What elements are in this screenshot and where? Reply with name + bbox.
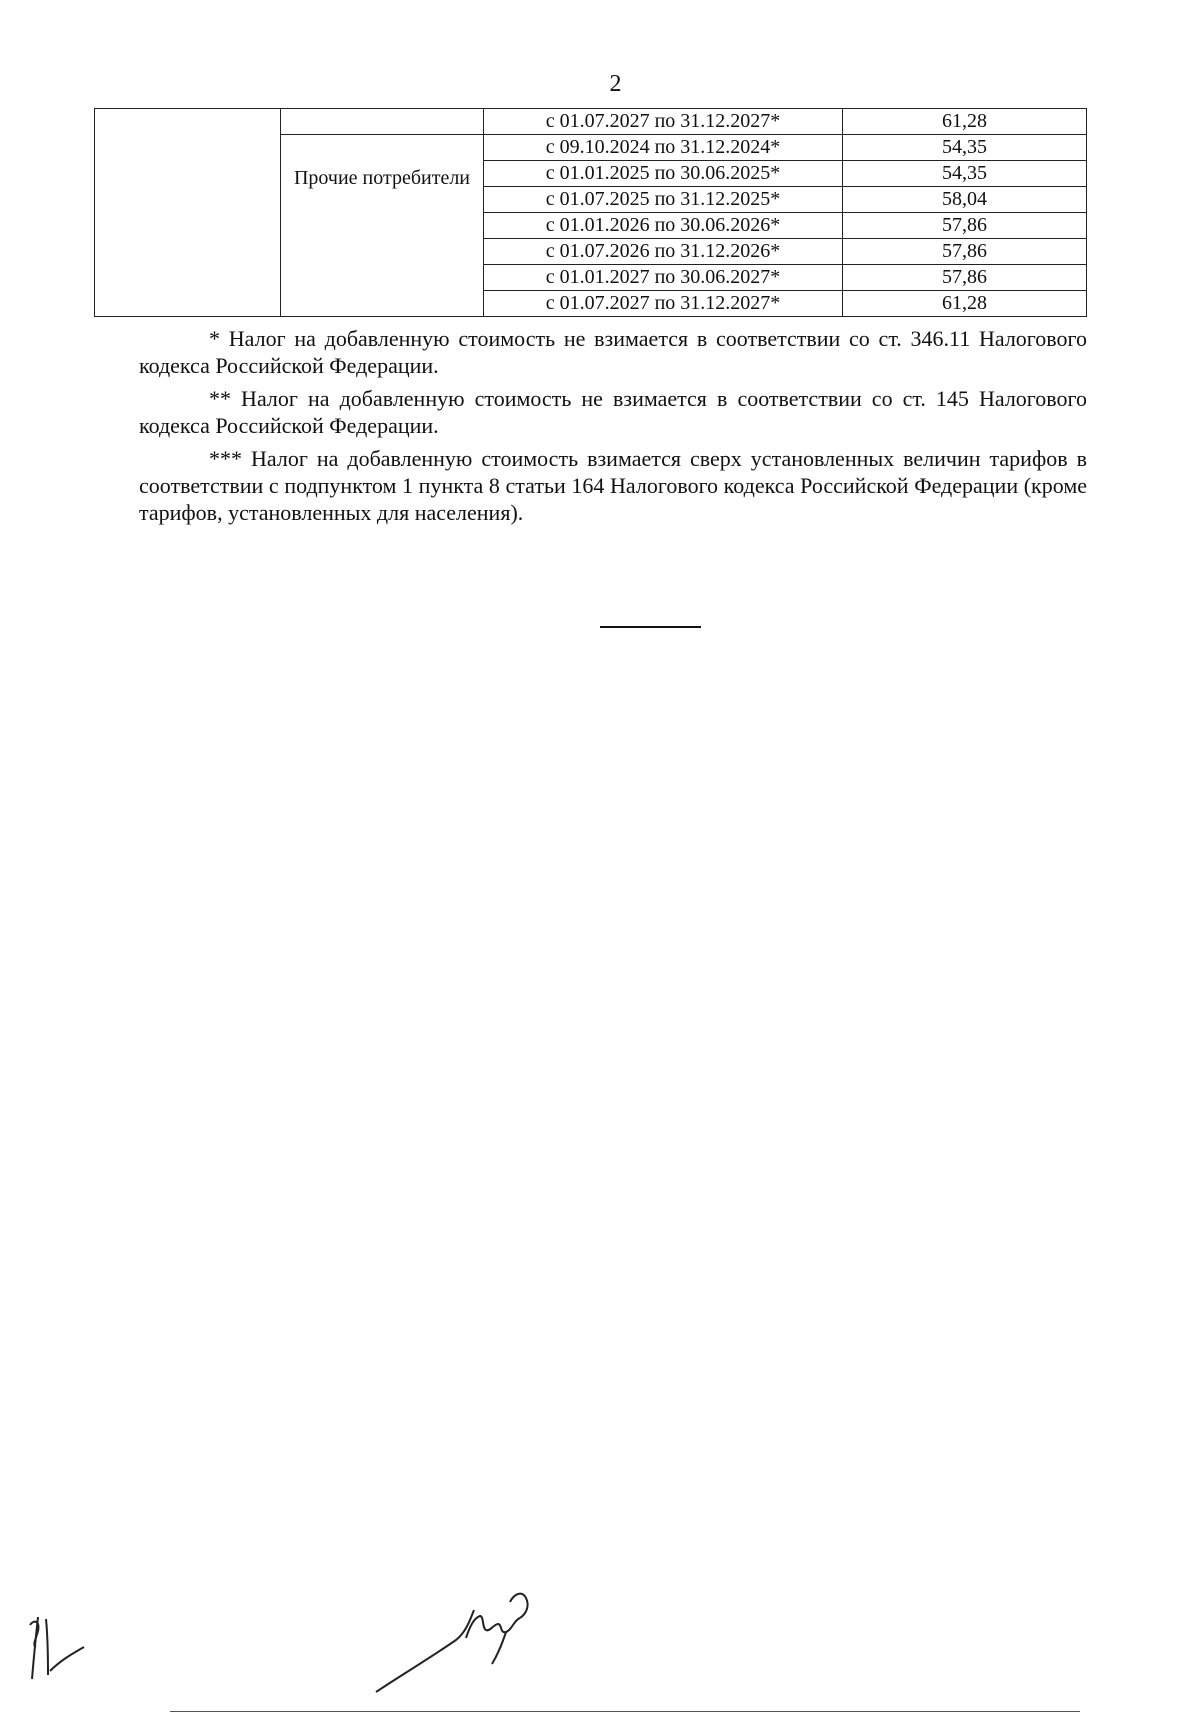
tariff-value-cell: 61,28 <box>843 291 1087 317</box>
period-cell: с 01.07.2025 по 31.12.2025* <box>484 187 843 213</box>
tariff-value-cell: 57,86 <box>843 239 1087 265</box>
tariff-value-cell: 61,28 <box>843 109 1087 135</box>
period-cell: с 01.01.2026 по 30.06.2026* <box>484 213 843 239</box>
consumer-group-cell: Прочие потребители <box>281 135 484 317</box>
empty-consumer-cell <box>281 109 484 135</box>
period-cell: с 09.10.2024 по 31.12.2024* <box>484 135 843 161</box>
footnote-vat-346: * Налог на добавленную стоимость не взимается в соответствии со ст. 346.11 Налогового кодекса Российской Федерации. <box>139 326 1087 378</box>
table-row <box>95 109 1087 135</box>
period-cell: с 01.07.2027 по 31.12.2027* <box>484 291 843 317</box>
tariff-value-cell: 57,86 <box>843 213 1087 239</box>
footnotes <box>139 325 1087 532</box>
footnote-vat-145: ** Налог на добавленную стоимость не взимается в соответствии со ст. 145 Налогового кодекса Российской Федерации. <box>139 386 1087 438</box>
tariff-value-cell: 54,35 <box>843 135 1087 161</box>
period-cell: с 01.01.2027 по 30.06.2027* <box>484 265 843 291</box>
tariff-value-cell: 57,86 <box>843 265 1087 291</box>
tariff-value-cell: 54,35 <box>843 161 1087 187</box>
tariff-value-cell: 58,04 <box>843 187 1087 213</box>
signature <box>370 1580 540 1700</box>
tariff-table <box>94 108 1087 317</box>
bottom-scan-line <box>170 1711 1080 1712</box>
initials-mark <box>18 1595 88 1685</box>
period-cell: с 01.07.2027 по 31.12.2027* <box>484 109 843 135</box>
period-cell: с 01.01.2025 по 30.06.2025* <box>484 161 843 187</box>
page-number: 2 <box>609 71 622 97</box>
end-of-text-line <box>600 626 701 628</box>
footnote-vat-164: *** Налог на добавленную стоимость взимается сверх установленных величин тарифов в соответствии с подпунктом 1 пункта 8 статьи 164 Налогового кодекса Российской Федерации (кроме тарифов, установленных для населения). <box>139 446 1087 525</box>
empty-category-cell <box>95 109 281 317</box>
period-cell: с 01.07.2026 по 31.12.2026* <box>484 239 843 265</box>
